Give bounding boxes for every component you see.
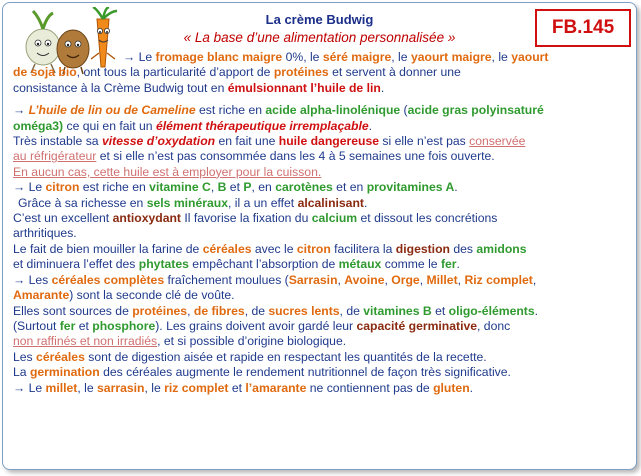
highlighted-term: Millet	[426, 272, 458, 287]
text-run: ) sont la seconde clé de voûte.	[69, 288, 235, 303]
text-run: ,	[187, 303, 194, 318]
text-run: , ont tous la particularité d’apport de	[76, 65, 274, 80]
text-line	[13, 273, 625, 288]
text-run: empêchant l’absorption de	[188, 257, 339, 272]
text-run: est riche en	[195, 103, 266, 118]
text-line	[13, 103, 625, 118]
highlighted-term: l’huile de lin	[310, 80, 381, 95]
highlighted-term: sarrasin	[97, 380, 145, 395]
text-run: → Le	[13, 180, 46, 195]
highlighted-term: millet	[45, 380, 78, 395]
highlighted-term: vitesse d’oxydation	[101, 134, 216, 149]
highlighted-term: riz complet	[164, 380, 229, 395]
text-run: et	[226, 180, 244, 195]
text-line	[13, 119, 625, 134]
highlighted-term: de soja bio	[13, 65, 77, 80]
text-run: ,	[384, 272, 392, 287]
text-run: La	[13, 365, 30, 380]
highlighted-term: métaux	[338, 257, 382, 272]
text-run: ce qui en fait un	[63, 118, 156, 133]
text-line	[13, 288, 625, 303]
text-line	[13, 81, 625, 96]
highlighted-term: sucres lents	[268, 303, 340, 318]
text-run: , et si possible d’origine biologique.	[157, 334, 347, 349]
highlighted-term: Riz complet	[464, 272, 533, 287]
text-run: → Le	[13, 380, 46, 395]
text-run: Elles sont sources de	[13, 303, 133, 318]
text-run: Il favorise la fixation du	[181, 211, 312, 226]
text-run: et servent à donner une	[328, 65, 461, 80]
text-run: .	[368, 118, 373, 133]
highlighted-term: citron	[296, 241, 331, 256]
text-run: ,	[419, 272, 427, 287]
highlighted-term: yaourt maigre	[410, 50, 492, 64]
highlighted-term: capacité germinative	[356, 318, 478, 333]
highlighted-term: phytates	[138, 257, 189, 272]
highlighted-term: Orge	[391, 272, 420, 287]
text-run: facilitera la	[330, 241, 396, 256]
highlighted-term: oméga3)	[13, 118, 64, 133]
text-line	[13, 242, 625, 257]
highlighted-term: sels minéraux	[146, 195, 229, 210]
highlighted-term: vitamines B	[363, 303, 432, 318]
highlighted-term: En aucun cas, cette huile est à employer pour la cuisson.	[13, 164, 322, 179]
text-run: et	[431, 303, 449, 318]
highlighted-term: de fibres	[193, 303, 245, 318]
text-run: C’est un excellent	[13, 211, 113, 226]
highlighted-term: L’huile de lin ou de Cameline	[28, 103, 196, 118]
text-line	[13, 196, 625, 211]
text-run: →	[13, 103, 29, 118]
document-frame	[2, 2, 637, 470]
highlighted-term: germination	[29, 365, 100, 380]
highlighted-term: céréales complètes	[51, 272, 165, 287]
highlighted-term: l’amarante	[245, 380, 307, 395]
text-run: , le	[77, 380, 98, 395]
text-run: ,	[210, 180, 218, 195]
text-run: , de	[244, 303, 269, 318]
highlighted-term: provitamines A	[366, 180, 455, 195]
highlighted-term: au réfrigérateur	[13, 149, 97, 164]
highlighted-term: carotènes	[275, 180, 333, 195]
highlighted-term: fer	[59, 318, 76, 333]
text-line	[13, 257, 625, 272]
highlighted-term: émulsionnant	[227, 80, 307, 95]
highlighted-term: Avoine	[344, 272, 385, 287]
highlighted-term: antioxydant	[112, 211, 181, 226]
text-line	[13, 365, 625, 380]
highlighted-term: non raffinés et non irradiés	[13, 334, 158, 349]
highlighted-term: P	[243, 180, 252, 195]
text-line	[13, 319, 625, 334]
text-run: consistance à la Crème Budwig tout en	[13, 80, 228, 95]
highlighted-term: acide gras polyinsaturé	[407, 103, 544, 118]
text-run: fraîchement moulues (	[164, 272, 289, 287]
highlighted-term: B	[217, 180, 227, 195]
highlighted-term: protéines	[132, 303, 188, 318]
text-run: sont de digestion aisée et rapide en respectant les quantités de la recette.	[84, 349, 487, 364]
highlighted-term: séré maigre	[322, 50, 392, 64]
text-run: Les	[13, 349, 37, 364]
text-run: avec le	[251, 241, 297, 256]
highlighted-term: Amarante	[13, 288, 70, 303]
text-line	[13, 165, 625, 180]
highlighted-term: protéines	[273, 65, 329, 80]
text-run: (	[400, 103, 408, 118]
text-line	[13, 350, 625, 365]
text-run: , il a un effet	[228, 195, 298, 210]
highlighted-term: phosphore	[92, 318, 156, 333]
highlighted-term: gluten	[433, 380, 470, 395]
highlighted-term: conservée	[469, 134, 526, 149]
text-run: Le fait de bien mouiller la farine de	[13, 241, 203, 256]
highlighted-term: huile dangereuse	[278, 134, 380, 149]
text-run: .	[363, 195, 368, 210]
text-run: , de	[339, 303, 364, 318]
highlighted-term: Sarrasin	[288, 272, 338, 287]
text-line	[13, 180, 625, 195]
text-run: ). Les grains doivent avoir gardé leur	[155, 318, 357, 333]
text-run: → Le	[123, 50, 156, 64]
text-run: (Surtout	[13, 318, 60, 333]
text-run: , le	[391, 50, 411, 64]
document-body	[13, 50, 625, 396]
text-line	[13, 50, 625, 65]
highlighted-term: oligo-éléments	[448, 303, 535, 318]
text-run: est riche en	[79, 180, 150, 195]
text-run: si elle n’est pas	[379, 134, 470, 149]
text-run: ,	[457, 272, 465, 287]
text-line	[13, 334, 625, 349]
document-subtitle: « La base d’une alimentation personnalisée »	[183, 30, 456, 45]
text-line	[13, 226, 625, 241]
highlighted-term: citron	[45, 180, 80, 195]
text-run: , donc	[477, 318, 511, 333]
text-run: Très instable sa	[13, 134, 102, 149]
highlighted-term: alcalinisant	[297, 195, 364, 210]
text-run: ne contiennent pas de	[306, 380, 434, 395]
text-run: des	[449, 241, 477, 256]
highlighted-term: céréales	[202, 241, 252, 256]
document-title: La crème Budwig	[265, 12, 374, 27]
text-run: comme le	[381, 257, 441, 272]
text-run: et diminuera l’effet des	[13, 257, 139, 272]
text-run: .	[534, 303, 539, 318]
text-line	[13, 381, 625, 396]
highlighted-term: calcium	[311, 211, 358, 226]
text-run: ,	[337, 272, 345, 287]
text-run: .	[469, 380, 474, 395]
text-run: 0%, le	[282, 50, 323, 64]
text-run: .	[380, 80, 385, 95]
text-run: Grâce à sa richesse en	[18, 195, 147, 210]
highlighted-term: fromage blanc maigre	[155, 50, 283, 64]
text-run: et dissout les concrétions	[357, 211, 498, 226]
text-run: , le	[491, 50, 512, 64]
highlighted-term: yaourt	[511, 50, 549, 64]
text-line	[13, 211, 625, 226]
highlighted-term: acide alpha-linolénique	[265, 103, 401, 118]
text-run: et en	[332, 180, 367, 195]
text-run: .	[454, 180, 458, 195]
text-run: et si elle n’est pas consommée dans les 4 à 5 semaines une fois ouverte.	[96, 149, 495, 164]
highlighted-term: amidons	[476, 241, 527, 256]
reference-badge: FB.145	[535, 9, 631, 47]
highlighted-term: céréales	[36, 349, 85, 364]
text-run: arthritiques.	[13, 226, 77, 241]
highlighted-term: élément thérapeutique irremplaçable	[155, 118, 369, 133]
text-line	[13, 65, 625, 80]
text-run: et	[75, 318, 93, 333]
text-line	[13, 149, 625, 164]
text-run: en fait une	[215, 134, 279, 149]
text-run: des céréales augmente le rendement nutritionnel de façon très significative.	[99, 365, 511, 380]
text-run: .	[456, 257, 460, 272]
highlighted-term: digestion	[395, 241, 450, 256]
highlighted-term: vitamine C	[149, 180, 211, 195]
text-run: et	[228, 380, 246, 395]
text-run: ,	[532, 272, 537, 287]
text-run: , en	[251, 180, 276, 195]
text-run: → Les	[13, 272, 52, 287]
text-line	[13, 304, 625, 319]
text-run: , le	[144, 380, 165, 395]
text-line	[13, 134, 625, 149]
highlighted-term: fer	[440, 257, 457, 272]
